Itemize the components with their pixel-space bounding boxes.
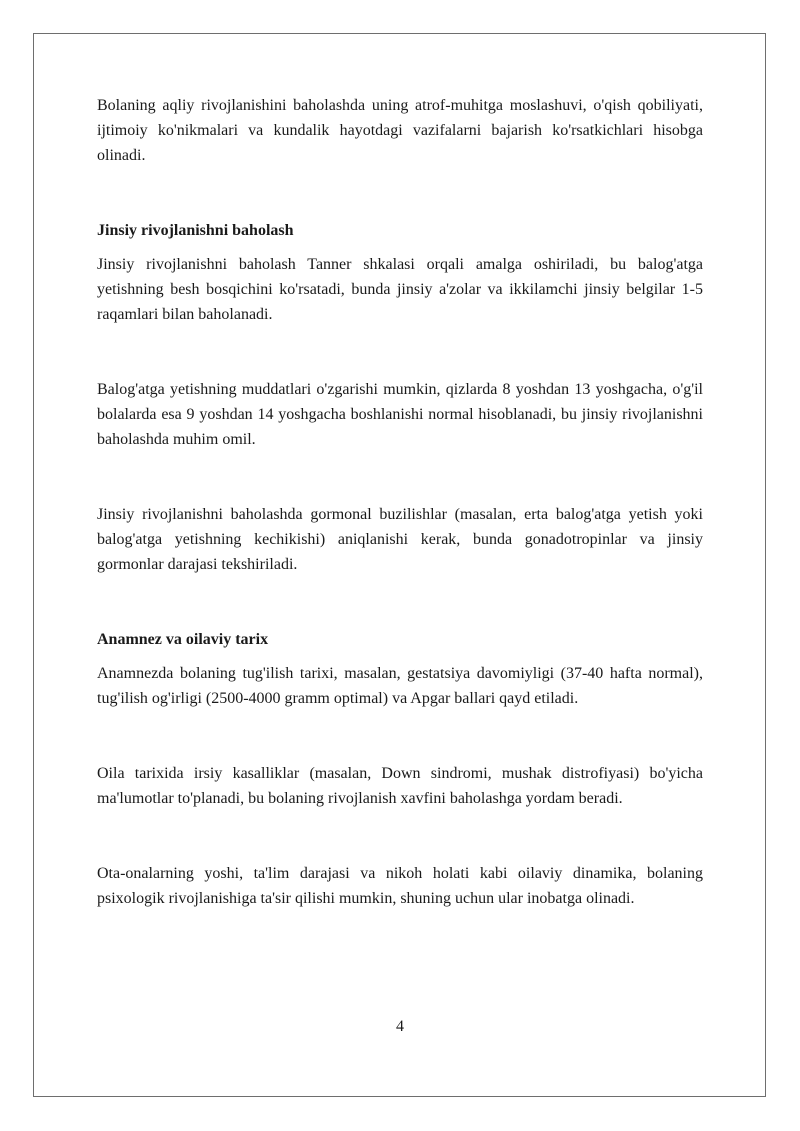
paragraph-birth-history: Anamnezda bolaning tug'ilish tarixi, masalan, gestatsiya davomiyligi (37-40 hafta normal), tug'ilish og'irligi (2500-4000 gramm optimal) va Apgar ballari qayd etiladi. xyxy=(97,665,703,707)
paragraph-family-dynamics: Ota-onalarning yoshi, ta'lim darajasi va nikoh holati kabi oilaviy dinamika, bolaning psixologik rivojlanishiga ta'sir qilishi mumkin, shuning uchun ular inobatga olinadi. xyxy=(97,865,703,907)
paragraph-puberty-timing: Balog'atga yetishning muddatlari o'zgarishi mumkin, qizlarda 8 yoshdan 13 yoshgacha, o'g'il bolalarda esa 9 yoshdan 14 yoshgacha boshlanishi normal hisoblanadi, bu jinsiy rivojlanishni baholashda muhim omil. xyxy=(97,381,703,448)
paragraph-family-history: Oila tarixida irsiy kasalliklar (masalan, Down sindromi, mushak distrofiyasi) bo'yicha ma'lumotlar to'planadi, bu bolaning rivojlanish xavfini baholashga yordam beradi. xyxy=(97,765,703,807)
paragraph-tanner-scale: Jinsiy rivojlanishni baholash Tanner shkalasi orqali amalga oshiriladi, bu balog'atga yetishning besh bosqichini ko'rsatadi, bunda jinsiy a'zolar va ikkilamchi jinsiy belgilar 1-5 raqamlari bilan baholanadi. xyxy=(97,256,703,323)
document-body xyxy=(97,93,703,911)
section-heading-anamnesis: Anamnez va oilaviy tarix xyxy=(97,631,269,648)
paragraph-hormonal-disorders: Jinsiy rivojlanishni baholashda gormonal buzilishlar (masalan, erta balog'atga yetish yoki balog'atga yetishning kechikishi) aniqlanishi kerak, bunda gonadotropinlar va jinsiy gormonlar darajasi tekshiriladi. xyxy=(97,506,703,573)
section-heading-sexual-development: Jinsiy rivojlanishni baholash xyxy=(97,222,294,239)
page-number: 4 xyxy=(396,1018,404,1035)
paragraph-mental-development: Bolaning aqliy rivojlanishini baholashda uning atrof-muhitga moslashuvi, o'qish qobiliyati, ijtimoiy ko'nikmalari va kundalik hayotdagi vazifalarni bajarish ko'rsatkichlari hisobga olinadi. xyxy=(97,97,703,164)
